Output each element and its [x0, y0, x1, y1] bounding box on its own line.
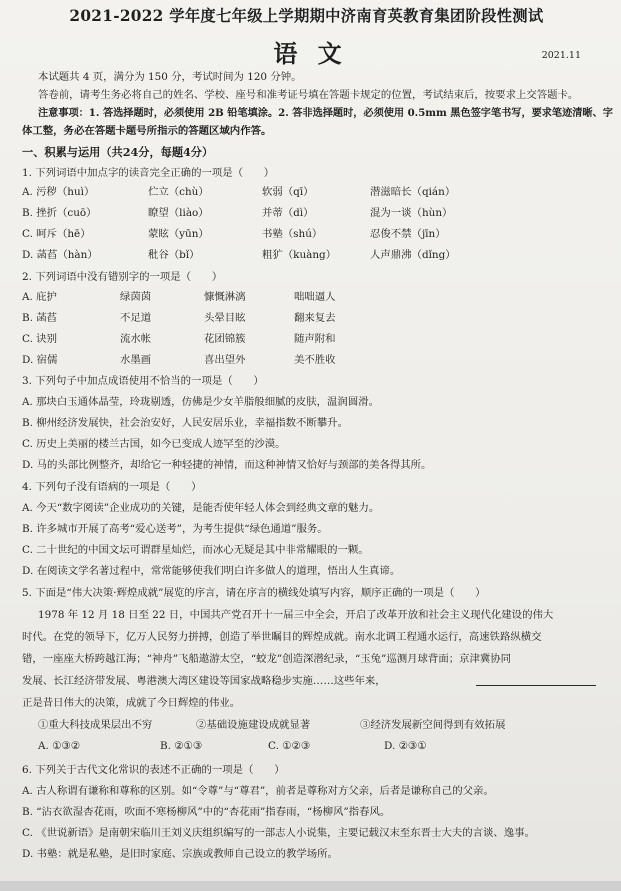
q2-option-b-word-2: 不足道 — [120, 312, 152, 324]
q4-option-b: B. 许多城市开展了高考“爱心送考”，为考生提供“绿色通道”服务。 — [22, 523, 328, 535]
q5-option-c: C. ①②③ — [268, 740, 311, 752]
q5-option-b: B. ②①③ — [160, 740, 203, 752]
q2-option-a-word-2: 绿茵茵 — [120, 291, 152, 303]
q2-option-a-word-4: 咄咄逼人 — [294, 291, 336, 303]
q1-option-b-word-4: 混为一谈（hùn） — [370, 207, 453, 219]
q1-option-d: D. 菡萏（hàn） — [22, 249, 98, 261]
q2-option-a: A. 庇护 — [22, 291, 57, 303]
page-bottom-edge — [0, 881, 621, 891]
q1-option-c-word-4: 忍俊不禁（jīn） — [370, 228, 446, 240]
q5-option-a: A. ①③② — [38, 740, 81, 752]
q1-option-c-word-3: 书塾（shú） — [262, 228, 323, 240]
q2-option-d-word-2: 水墨画 — [120, 354, 152, 366]
q2-option-b: B. 菡萏 — [22, 312, 58, 324]
q1-option-d-word-3: 粗犷（kuàng） — [262, 249, 337, 261]
note-line-2: 答卷前，请考生务必将自己的姓名、学校、座号和准考证号填在答题卡规定的位置，考试结束后，按要求上交答题卡。 — [38, 89, 579, 101]
q2-option-c-word-2: 流水帐 — [120, 333, 152, 345]
note-line-4: 体工整，务必在答题卡题号所指示的答题区域内作答。 — [22, 125, 272, 137]
q2-option-d-word-4: 美不胜收 — [294, 354, 336, 366]
q4-option-d: D. 在阅读文学名著过程中，常常能够使我们明白许多做人的道理，悟出人生真谛。 — [22, 565, 401, 577]
q3-option-a: A. 那块白玉通体晶莹，玲珑剔透，仿佛是少女羊脂般细腻的皮肤，温润圆滑。 — [22, 396, 379, 408]
q1-option-c: C. 呵斥（hē） — [22, 228, 91, 240]
q1-option-a-word-2: 伫立（chù） — [148, 186, 209, 198]
q6-option-a: A. 古人称谓有谦称和尊称的区别。如“令尊”与“尊君”，前者是尊称对方父亲，后者是谦称自己的父亲。 — [22, 785, 494, 797]
question-6-stem: 6. 下列关于古代文化常识的表述不正确的一项是（ ） — [22, 764, 285, 776]
q2-option-d-word-3: 喜出望外 — [204, 354, 246, 366]
q6-option-c: C. 《世说新语》是南朝宋临川王刘义庆组织编写的一部志人小说集，主要记载汉末至东晋士大夫的言谈、逸事。 — [22, 827, 535, 839]
q2-option-c: C. 诀别 — [22, 333, 57, 345]
q4-option-a: A. 今天“数字阅读”企业成功的关键，是能否使年轻人体会到经典文章的魅力。 — [22, 502, 380, 514]
q1-option-a-word-4: 潜滋暗长（qián） — [370, 186, 456, 198]
q1-option-c-word-2: 蒙眩（yūn） — [148, 228, 209, 240]
q5-answer-blank — [476, 685, 596, 686]
q1-option-b-word-3: 并蒂（dì） — [262, 207, 314, 219]
q2-option-b-word-4: 翻来复去 — [294, 312, 336, 324]
note-line-1: 本试题共 4 页，满分为 150 分，考试时间为 120 分钟。 — [38, 71, 302, 83]
q5-passage-line-3: 错，一座座大桥跨越江海；“神舟”飞船遨游太空，“蛟龙”创造深潜纪录，“玉兔”巡测月球背面；京津冀协同 — [22, 653, 512, 665]
q1-option-a-word-3: 软弱（qī） — [262, 186, 314, 198]
exam-title: 2021-2022 学年度七年级上学期期中济南育英教育集团阶段性测试 — [69, 6, 544, 25]
q2-option-c-word-4: 随声附和 — [294, 333, 336, 345]
q5-passage-line-1: 1978 年 12 月 18 日至 22 日，中国共产党召开十一届三中全会，开启了改革开放和社会主义现代化建设的伟大 — [38, 609, 554, 621]
q3-option-d: D. 马的头部比例整齐，却给它一种轻捷的神情，而这种神情又恰好与颈部的美各得其所。 — [22, 459, 432, 471]
q5-item-1: ①重大科技成果层出不穷 — [38, 719, 153, 731]
q1-option-a: A. 污秽（huì） — [22, 186, 95, 198]
q5-passage-line-5: 正是昔日伟大的决策，成就了今日辉煌的伟业。 — [22, 697, 241, 709]
note-line-3: 注意事项：1. 答选择题时，必须使用 2B 铅笔填涂。2. 答非选择题时，必须使用 0.5mm 黑色签字笔书写，要求笔迹清晰、字 — [38, 107, 613, 119]
exam-date: 2021.11 — [541, 50, 581, 61]
q1-option-d-word-2: 秕谷（bǐ） — [148, 249, 200, 261]
q5-passage-line-2: 时代。在党的领导下，亿万人民努力拼搏，创造了举世瞩目的辉煌成就。南水北调工程通水运行，高速铁路纵横交 — [22, 631, 542, 643]
q5-passage-line-4: 发展、长江经济带发展、粤港澳大湾区建设等国家战略稳步实施……这些年来， — [22, 675, 386, 687]
q1-option-d-word-4: 人声鼎沸（dǐng） — [370, 249, 456, 261]
q2-option-c-word-3: 花团锦簇 — [204, 333, 246, 345]
question-5-stem: 5. 下面是“伟大决策·辉煌成就”展览的序言，请在序言的横线处填写内容，顺序正确的一项是（ ） — [22, 587, 486, 599]
q3-option-b: B. 柳州经济发展快，社会治安好，人民安居乐业，幸福指数不断攀升。 — [22, 417, 348, 429]
question-2-stem: 2. 下列词语中没有错别字的一项是（ ） — [22, 271, 223, 283]
q1-option-b: B. 挫折（cuō） — [22, 207, 97, 219]
q3-option-c: C. 历史上美丽的楼兰古国，如今已变成人迹罕至的沙漠。 — [22, 438, 286, 450]
q2-option-d: D. 宿儒 — [22, 354, 58, 366]
q2-option-b-word-3: 头晕目眩 — [204, 312, 246, 324]
q2-option-a-word-3: 慷慨淋漓 — [204, 291, 246, 303]
q1-option-b-word-2: 瞭望（liào） — [148, 207, 209, 219]
q5-item-2: ②基础设施建设成就显著 — [196, 719, 311, 731]
question-3-stem: 3. 下列句子中加点成语使用不恰当的一项是（ ） — [22, 375, 264, 387]
q5-option-d: D. ②③① — [384, 740, 427, 752]
q4-option-c: C. 二十世纪的中国文坛可谓群星灿烂，而冰心无疑是其中非常耀眼的一颗。 — [22, 544, 369, 556]
section-title: 一、积累与运用（共24分，每题4分） — [22, 145, 214, 159]
q5-item-3: ③经济发展新空间得到有效拓展 — [360, 719, 506, 731]
subject-title: 语 文 — [273, 39, 348, 68]
q6-option-b: B. “沾衣欲湿杏花雨，吹面不寒杨柳风”中的“杏花雨”指春雨，“杨柳风”指春风。 — [22, 806, 391, 818]
q6-option-d: D. 书塾：就是私塾，是旧时家庭、宗族或教师自己设立的教学场所。 — [22, 848, 338, 860]
question-1-stem: 1. 下列词语中加点字的读音完全正确的一项是（ ） — [22, 167, 275, 179]
question-4-stem: 4. 下列句子没有语病的一项是（ ） — [22, 481, 202, 493]
